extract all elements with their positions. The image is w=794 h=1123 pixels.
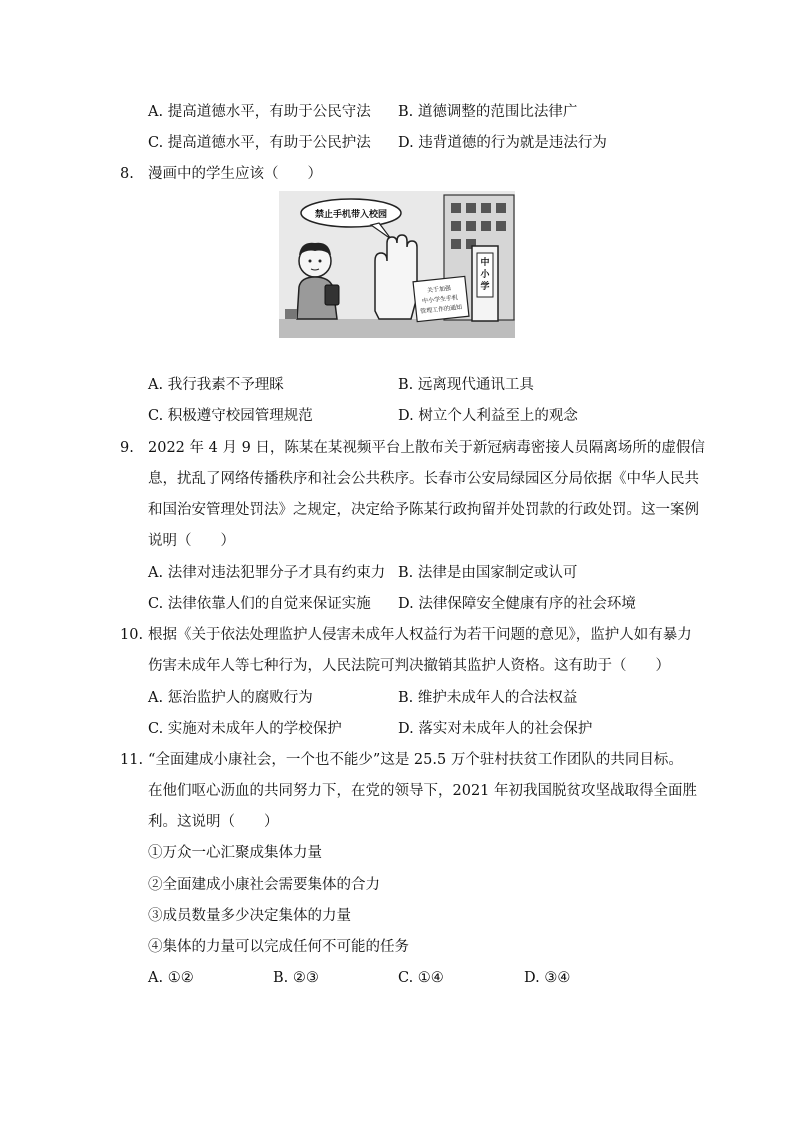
q9-stem-line-2: 息，扰乱了网络传播秩序和社会公共秩序。长春市公安局绿园区分局依据《中华人民共 [148, 471, 699, 487]
q8-option-c[interactable]: C. 积极遵守校园管理规范 [148, 408, 313, 424]
q11-option-b[interactable]: B. ②③ [273, 970, 319, 986]
svg-text:小: 小 [480, 270, 490, 280]
q10-option-b[interactable]: B. 维护未成年人的合法权益 [398, 690, 578, 706]
q11-statement-2: ②全面建成小康社会需要集体的合力 [148, 877, 380, 893]
q7-option-d[interactable]: D. 违背道德的行为就是违法行为 [398, 135, 607, 151]
q9-stem-line-1: 2022 年 4 月 9 日，陈某在某视频平台上散布关于新冠病毒密接人员隔离场所的虚假信 [148, 440, 705, 456]
q9-option-d[interactable]: D. 法律保障安全健康有序的社会环境 [398, 596, 636, 612]
q7-option-a[interactable]: A. 提高道德水平，有助于公民守法 [148, 104, 371, 120]
q11-statement-1: ①万众一心汇聚成集体力量 [148, 845, 322, 861]
q8-option-b[interactable]: B. 远离现代通讯工具 [398, 377, 534, 393]
q8-option-a[interactable]: A. 我行我素不予理睬 [148, 377, 284, 393]
q7-option-b[interactable]: B. 道德调整的范围比法律广 [398, 104, 578, 120]
q11-statement-3: ③成员数量多少决定集体的力量 [148, 908, 351, 924]
q11-stem-line-1: “全面建成小康社会，一个也不能少”这是 25.5 万个驻村扶贫工作团队的共同目标。 [148, 752, 683, 768]
q9-stem-line-4: 说明（ ） [148, 533, 235, 549]
school-gate [472, 246, 498, 321]
q8-option-d[interactable]: D. 树立个人利益至上的观念 [398, 408, 578, 424]
svg-text:学: 学 [480, 282, 490, 292]
q10-option-d[interactable]: D. 落实对未成年人的社会保护 [398, 721, 593, 737]
q9-option-a[interactable]: A. 法律对违法犯罪分子才具有约束力 [148, 565, 386, 581]
q7-option-c[interactable]: C. 提高道德水平，有助于公民护法 [148, 135, 371, 151]
q11-stem-line-2: 在他们呕心沥血的共同努力下，在党的领导下，2021 年初我国脱贫攻坚战取得全面胜 [148, 783, 698, 799]
q11-stem-line-3: 利。这说明（ ） [148, 814, 279, 830]
q9-option-b[interactable]: B. 法律是由国家制定或认可 [398, 565, 578, 581]
q10-stem-line-1: 根据《关于依法处理监护人侵害未成年人权益行为若干问题的意见》，监护人如有暴力 [148, 627, 692, 643]
svg-text:中: 中 [480, 258, 490, 268]
q8-cartoon-image [279, 191, 515, 338]
q9-number: 9. [120, 440, 134, 456]
q8-stem: 漫画中的学生应该（ ） [148, 166, 322, 182]
q11-number: 11. [120, 752, 144, 768]
svg-text:关于加强: 关于加强 [426, 284, 452, 295]
q9-stem-line-3: 和国治安管理处罚法》之规定，决定给予陈某行政拘留并处罚款的行政处罚。这一案例 [148, 502, 699, 518]
q11-option-a[interactable]: A. ①② [148, 970, 194, 986]
q8-number: 8. [120, 166, 134, 182]
q10-number: 10. [120, 627, 144, 643]
q11-option-c[interactable]: C. ①④ [398, 970, 444, 986]
svg-text:管理工作的通知: 管理工作的通知 [419, 303, 463, 316]
svg-text:中小学生手机: 中小学生手机 [421, 294, 459, 305]
q10-option-c[interactable]: C. 实施对未成年人的学校保护 [148, 721, 342, 737]
q10-stem-line-2: 伤害未成年人等七种行为，人民法院可判决撤销其监护人资格。这有助于（ ） [148, 658, 670, 674]
q10-option-a[interactable]: A. 惩治监护人的腐败行为 [148, 690, 313, 706]
notice-document [413, 276, 469, 321]
q9-option-c[interactable]: C. 法律依靠人们的自觉来保证实施 [148, 596, 371, 612]
q11-statement-4: ④集体的力量可以完成任何不可能的任务 [148, 939, 409, 955]
svg-text:禁止手机带入校园: 禁止手机带入校园 [314, 210, 388, 220]
q11-option-d[interactable]: D. ③④ [524, 970, 571, 986]
